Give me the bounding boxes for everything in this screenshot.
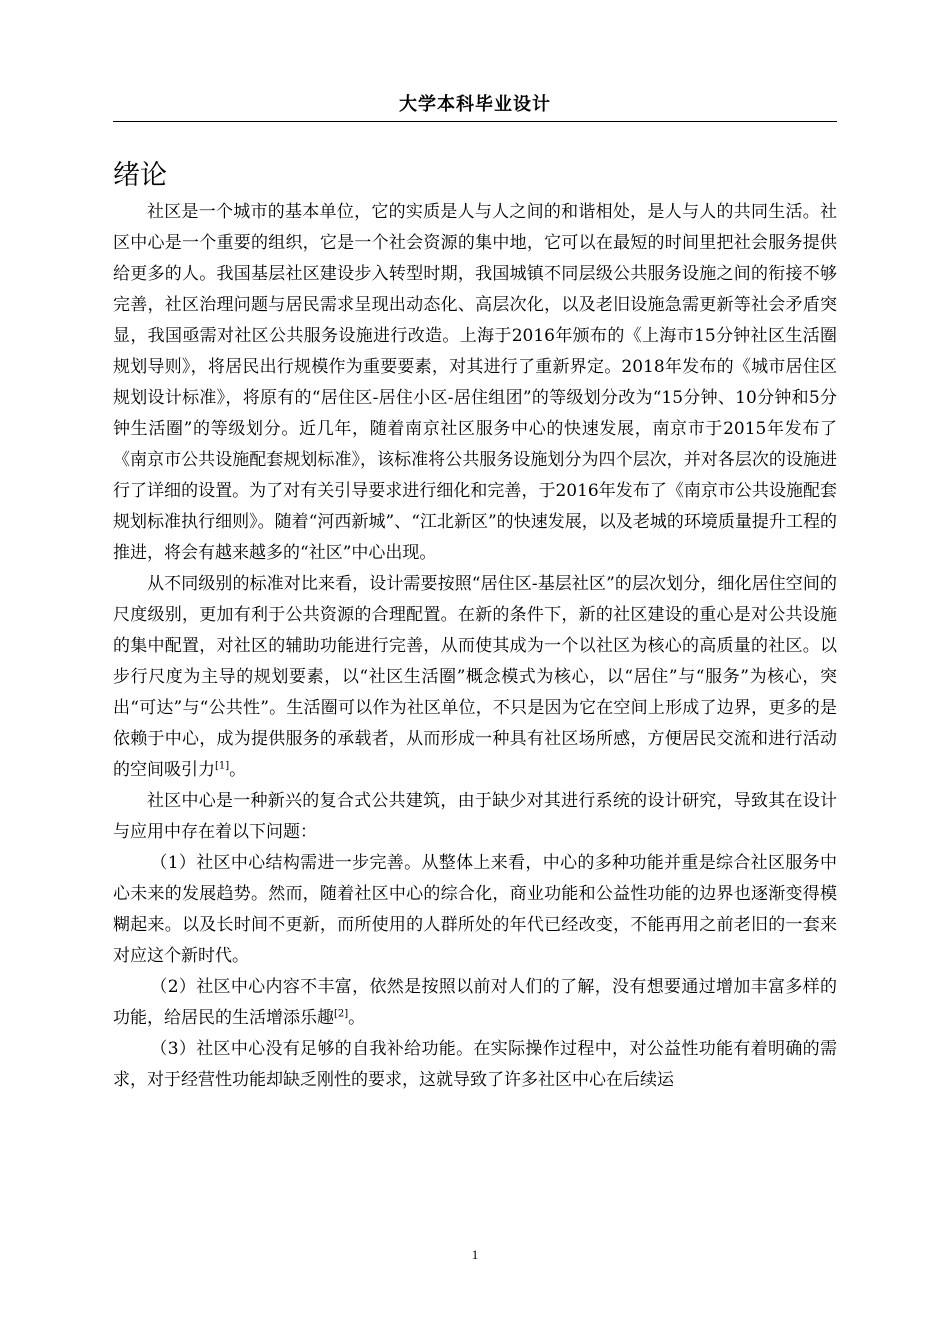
page-header-title: 大学本科毕业设计 (399, 94, 551, 115)
body-text (113, 197, 837, 1096)
list-item-1: （1）社区中心结构需进一步完善。从整体上来看，中心的多种功能并重是综合社区服务中心未来的发展趋势。然而，随着社区中心的综合化，商业功能和公益性功能的边界也逐渐变得模糊起来。以及长时间不更新，而所使用的人群所处的年代已经改变，不能再用之前老旧的一套来对应这个新时代。 (113, 853, 837, 966)
list-item-2-text: （2）社区中心内容不丰富，依然是按照以前对人们的了解，没有想要通过增加丰富多样的功能，给居民的生活增添乐趣 (113, 977, 837, 1028)
citation-ref-2: [2] (334, 1008, 349, 1020)
list-item-3: （3）社区中心没有足够的自我补给功能。在实际操作过程中，对公益性功能有着明确的需求，对于经营性功能却缺乏刚性的要求，这就导致了许多社区中心在后续运 (113, 1039, 837, 1090)
list-item-2-end: 。 (348, 1008, 366, 1028)
paragraph-3: 社区中心是一种新兴的复合式公共建筑，由于缺少对其进行系统的设计研究，导致其在设计与应用中存在着以下问题： (113, 791, 837, 842)
paragraph-1: 社区是一个城市的基本单位，它的实质是人与人之间的和谐相处，是人与人的共同生活。社区中心是一个重要的组织，它是一个社会资源的集中地，它可以在最短的时间里把社会服务提供给更多的人。我国基层社区建设步入转型时期，我国城镇不同层级公共服务设施之间的衔接不够完善，社区治理问题与居民需求呈现出动态化、高层次化，以及老旧设施急需更新等社会矛盾突显，我国亟需对社区公共服务设施进行改造。上海于2016年颁布的《上海市15分钟社区生活圈规划导则》，将居民出行规模作为重要要素，对其进行了重新界定。2018年发布的《城市居住区规划设计标准》，将原有的“居住区-居住小区-居住组团”的等级划分改为“15分钟、10分钟和5分钟生活圈”的等级划分。近几年，随着南京社区服务中心的快速发展，南京市于2015年发布了《南京市公共设施配套规划标准》，该标准将公共服务设施划分为四个层次，并对各层次的设施进行了详细的设置。为了对有关引导要求进行细化和完善，于2016年发布了《南京市公共设施配套规划标准执行细则》。随着“河西新城”、“江北新区”的快速发展，以及老城的环境质量提升工程的推进，将会有越来越多的“社区”中心出现。 (113, 202, 837, 563)
citation-ref-1: [1] (215, 760, 230, 772)
chapter-title: 绪论 (113, 160, 167, 191)
paragraph-2 (113, 569, 837, 786)
paragraph-2-end: 。 (229, 760, 247, 780)
list-item-2 (113, 972, 837, 1034)
paragraph-2-text: 从不同级别的标准对比来看，设计需要按照“居住区-基层社区”的层次划分，细化居住空间的尺度级别，更加有利于公共资源的合理配置。在新的条件下，新的社区建设的重心是对公共设施的集中配置，对社区的辅助功能进行完善，从而使其成为一个以社区为核心的高质量的社区。以步行尺度为主导的规划要素，以“社区生活圈”概念模式为核心，以“居住”与“服务”为核心，突出“可达”与“公共性”。生活圈可以作为社区单位，不只是因为它在空间上形成了边界，更多的是依赖于中心，成为提供服务的承载者，从而形成一种具有社区场所感，方便居民交流和进行活动的空间吸引力 (113, 574, 837, 780)
page-number: 1 (471, 1247, 479, 1262)
header-divider (113, 121, 837, 122)
